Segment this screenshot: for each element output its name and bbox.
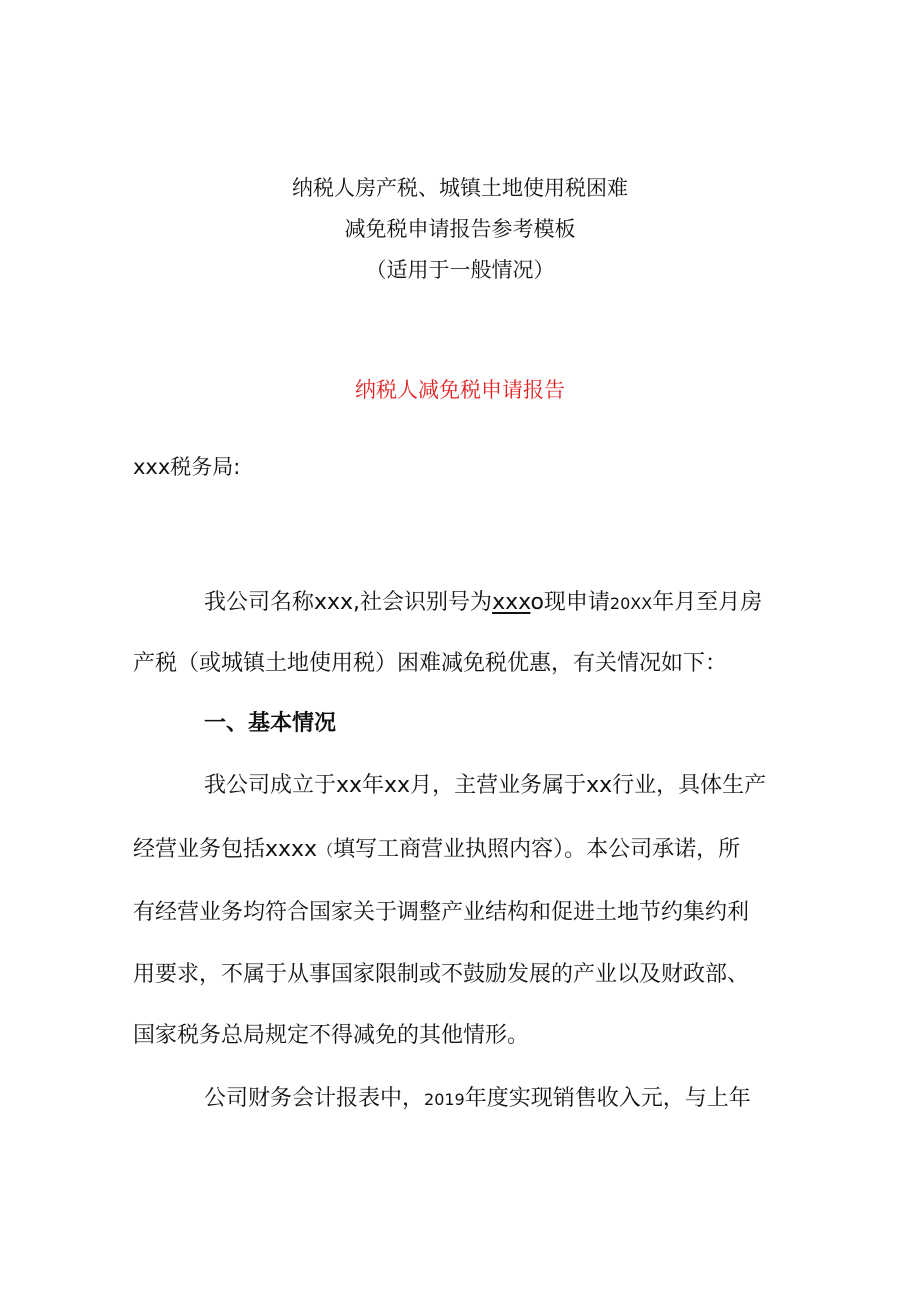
- paragraph-1-line-2: 产税（或城镇土地使用税）困难减免税优惠，有关情况如下：: [133, 651, 728, 676]
- title-line-1: 纳税人房产税、城镇土地使用税困难: [292, 176, 628, 200]
- report-title: 纳税人减免税申请报告: [355, 378, 565, 402]
- text-segment: 经营业务包括xxxx: [133, 837, 318, 862]
- section-heading-basic-info: 一、基本情况: [204, 711, 337, 736]
- paragraph-1-line-1: [204, 585, 762, 622]
- paragraph-2-line-4: 用要求，不属于从事国家限制或不鼓励发展的产业以及财政部、: [133, 962, 750, 987]
- text-segment: 我公司名称xxx,社会识别号为: [204, 590, 493, 615]
- text-segment: 年度实现销售收入元，与上年: [464, 1086, 751, 1111]
- paragraph-3-line-1: [204, 1081, 751, 1118]
- year-value: 2019: [424, 1090, 465, 1109]
- text-segment: 年月至月房: [652, 590, 763, 615]
- year-placeholder: 20XX: [609, 594, 653, 613]
- paragraph-2-line-5: 国家税务总局规定不得减免的其他情形。: [133, 1023, 530, 1048]
- title-line-2: 减免税申请报告参考模板: [344, 217, 576, 241]
- text-segment: o现申请: [530, 590, 610, 615]
- document-title: [0, 168, 920, 291]
- paragraph-2-line-1: 我公司成立于xx年xx月，主营业务属于xx行业，具体生产: [204, 773, 767, 798]
- title-line-3: （适用于一般情况）: [365, 258, 555, 282]
- underlined-id-placeholder: xxx: [492, 590, 531, 615]
- addressee: xxx税务局:: [133, 455, 241, 479]
- paragraph-2-line-2: [133, 832, 740, 869]
- text-segment: 填写工商营业执照内容）。本公司承诺，所: [333, 837, 741, 862]
- paragraph-2-line-3: 有经营业务均符合国家关于调整产业结构和促进土地节约集约利: [133, 900, 750, 925]
- text-segment: （: [317, 841, 334, 860]
- text-segment: 公司财务会计报表中，: [204, 1086, 425, 1111]
